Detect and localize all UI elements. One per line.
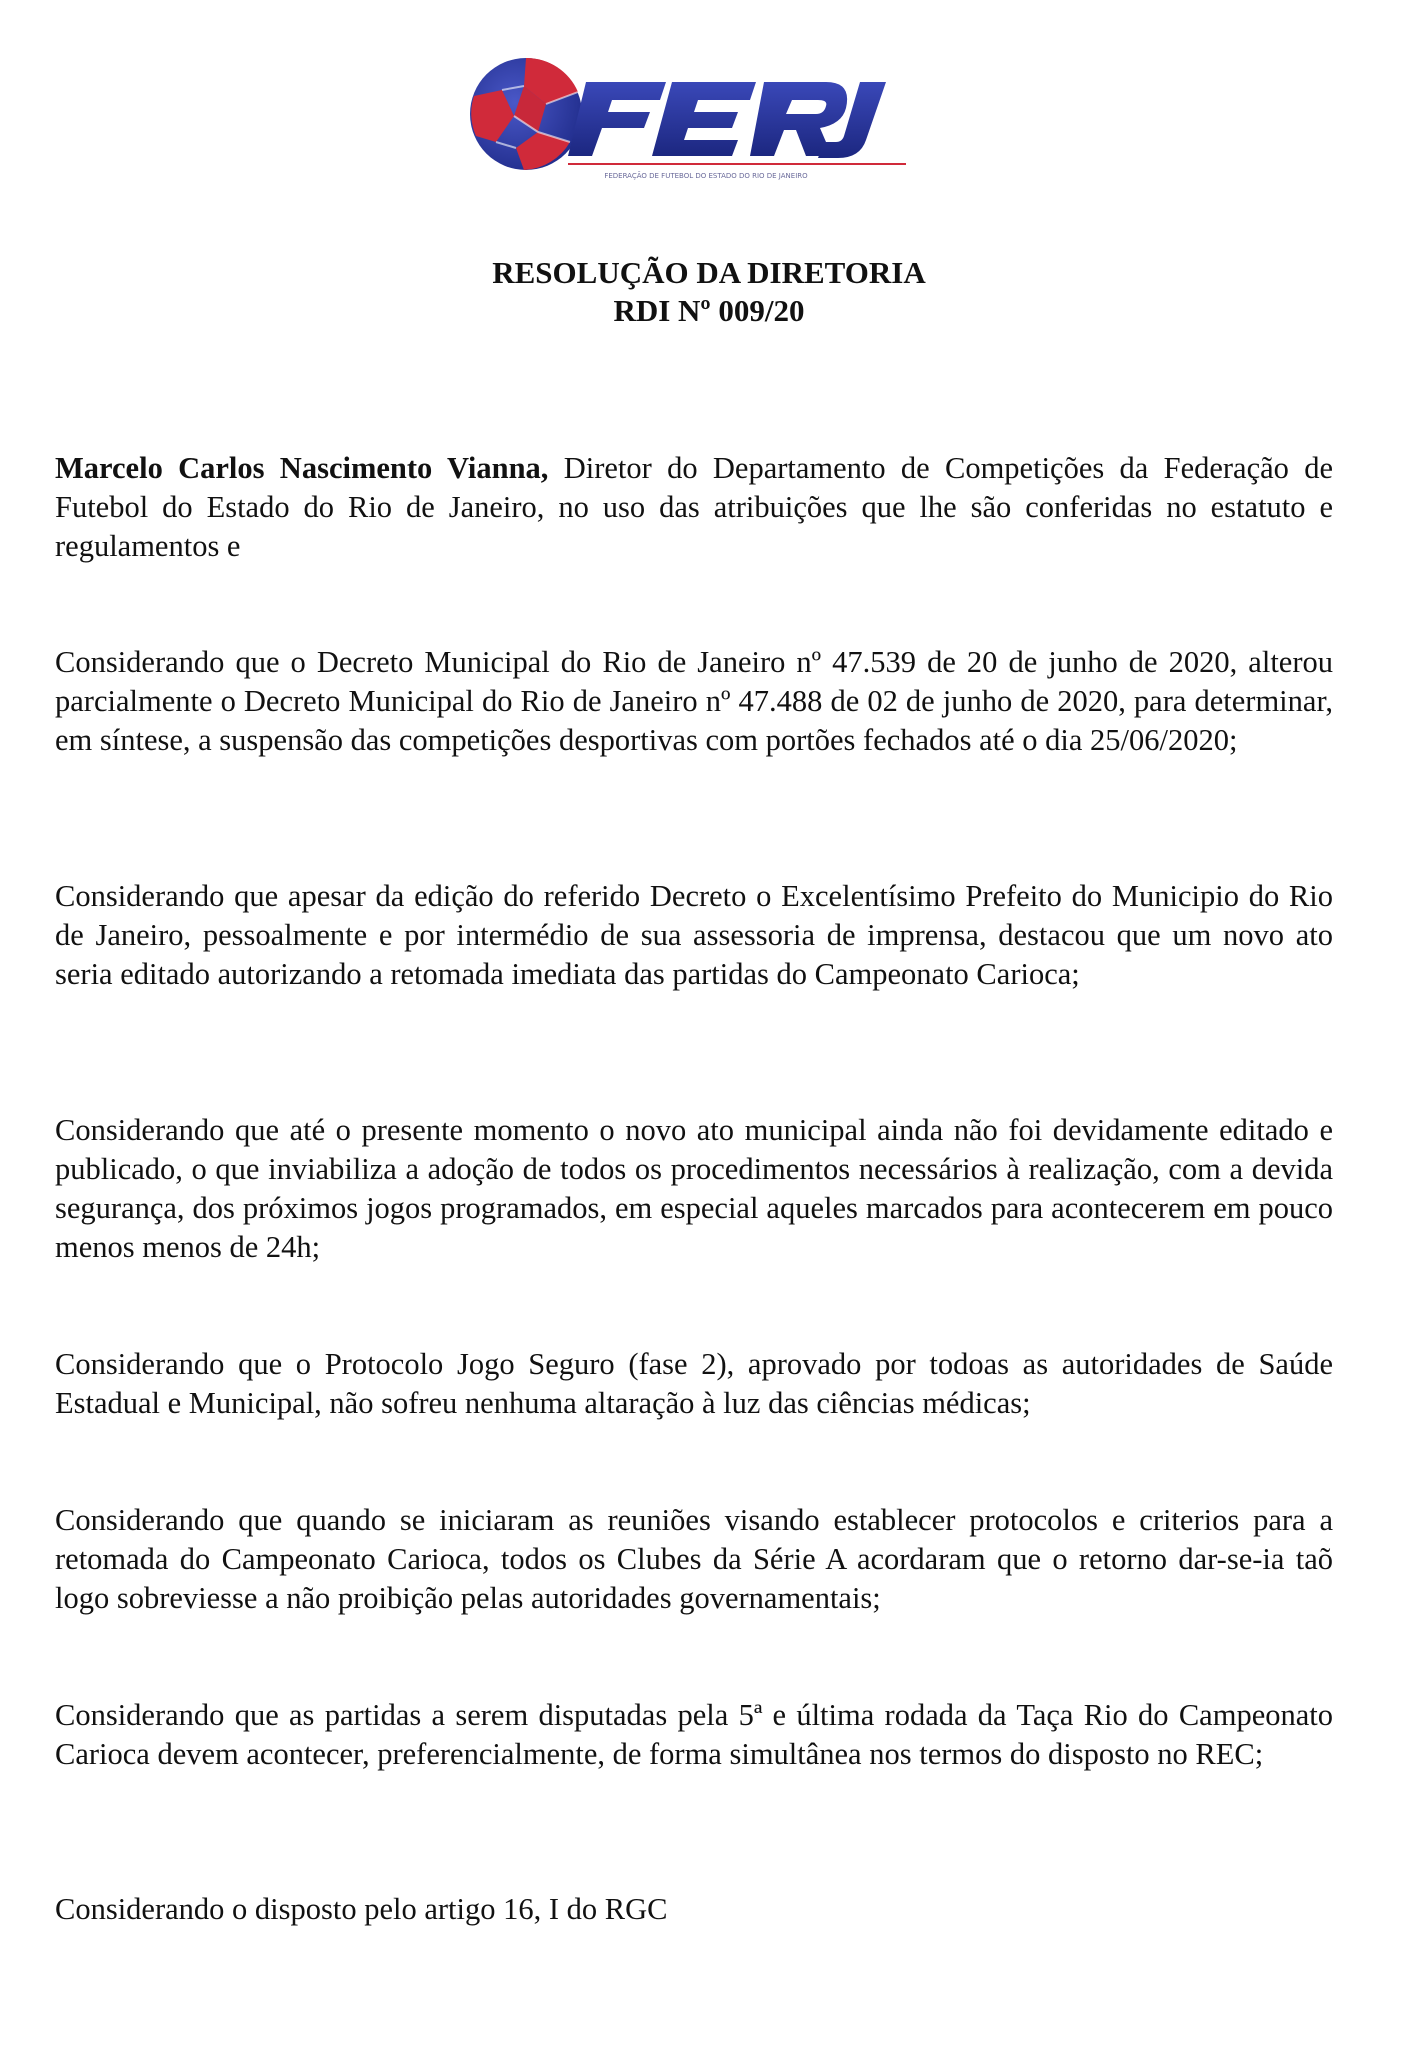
ferj-logo: [466, 52, 926, 184]
intro-text: Diretor do Departamento de Competições da Federação de Futebol do Estado do Rio de Janeiro, no uso das atribuições que lhe são conferidas no estatuto e regulamentos e: [55, 451, 1333, 563]
considerando-paragraph-4: Considerando que o Protocolo Jogo Seguro (fase 2), aprovado por todoas as autoridades de Saúde Estadual e Municipal, não sofreu nenhuma altaração à luz das ciências médicas;: [55, 1347, 1333, 1420]
intro-paragraph: [55, 449, 1333, 566]
considerando-paragraph-1: Considerando que o Decreto Municipal do Rio de Janeiro nº 47.539 de 20 de junho de 2020, alterou parcialmente o Decreto Municipal do Rio de Janeiro nº 47.488 de 02 de junho de 2020, para determinar, em síntese, a suspensão das competições desportivas com portões fechados até o dia 25/06/2020;: [55, 645, 1333, 757]
considerando-paragraph-7: Considerando o disposto pelo artigo 16, I do RGC: [55, 1892, 668, 1926]
considerando-paragraph-5: Considerando que quando se iniciaram as reuniões visando establecer protocolos e criterios para a retomada do Campeonato Carioca, todos os Clubes da Série A acordaram que o retorno dar-se-ia taõ logo sobreviesse a não proibição pelas autoridades governamentais;: [55, 1503, 1333, 1615]
ferj-wordmark: [568, 82, 886, 158]
director-name: Marcelo Carlos Nascimento Vianna,: [55, 451, 549, 485]
considerando-paragraph-2: Considerando que apesar da edição do referido Decreto o Excelentísimo Prefeito do Municipio do Rio de Janeiro, pessoalmente e por intermédio de sua assessoria de imprensa, destacou que um novo ato seria editado autorizando a retomada imediata das partidas do Campeonato Carioca;: [55, 879, 1333, 991]
soccer-ball-icon: [470, 58, 582, 170]
logo-tagline: FEDERAÇÃO DE FUTEBOL DO ESTADO DO RIO DE JANEIRO: [604, 172, 808, 180]
considerando-paragraph-6: Considerando que as partidas a serem disputadas pela 5ª e última rodada da Taça Rio do Campeonato Carioca devem acontecer, preferencialmente, de forma simultânea nos termos do disposto no REC;: [55, 1698, 1333, 1771]
title-line-1: RESOLUÇÃO DA DIRETORIA: [492, 255, 926, 290]
considerando-paragraph-3: Considerando que até o presente momento o novo ato municipal ainda não foi devidamente editado e publicado, o que inviabiliza a adoção de todos os procedimentos necessários à realização, com a devida segurança, dos próximos jogos programados, em especial aqueles marcados para acontecerem em pouco menos menos de 24h;: [55, 1113, 1333, 1264]
document-title: [0, 254, 1418, 330]
title-line-2: RDI Nº 009/20: [613, 293, 805, 328]
